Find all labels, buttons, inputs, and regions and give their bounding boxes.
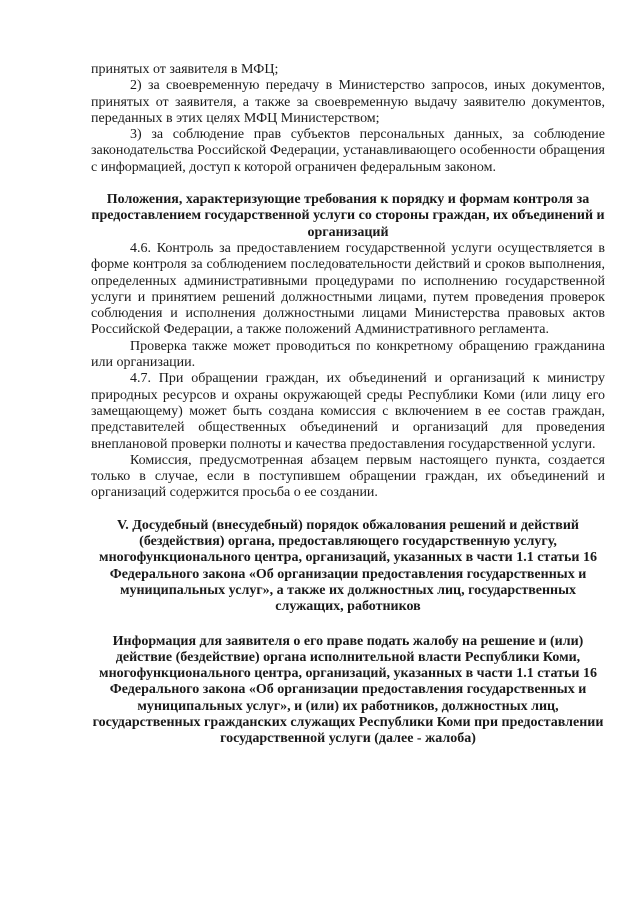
paragraph-check: Проверка также может проводиться по конкретному обращению гражданина или организации. bbox=[91, 338, 605, 371]
section-heading-complaint-info: Информация для заявителя о его праве подать жалобу на решение и (или) действие (бездействие) органа исполнительной власти Республики Коми, многофункционального центра, организаций, указанных в части 1.1 статьи 16 Федерального закона «Об организации предоставления государственных и муниципальных услуг», и (или) их работников, должностных лиц, государственных гражданских служащих Республики Коми при предоставлении государственной услуги (далее - жалоба) bbox=[92, 633, 604, 747]
section-heading-control: Положения, характеризующие требования к порядку и формам контроля за предоставлением государственной услуги со стороны граждан, их объединений и организаций bbox=[91, 192, 605, 240]
document-page bbox=[91, 62, 605, 748]
section-heading-v: V. Досудебный (внесудебный) порядок обжалования решений и действий (бездействия) органа, предоставляющего государственную услугу, многофункционального центра, организаций, указанных в части 1.1 статьи 16 Федерального закона «Об организации предоставления государственных и муниципальных услуг», а также их должностных лиц, государственных служащих, работников bbox=[99, 517, 597, 615]
spacer bbox=[91, 176, 605, 192]
continuation-line: принятых от заявителя в МФЦ; bbox=[91, 62, 279, 77]
spacer bbox=[91, 502, 605, 518]
paragraph-commission: Комиссия, предусмотренная абзацем первым настоящего пункта, создается только в случае, если в поступившем обращении граждан, их объединений и организаций содержится просьба о ее создании. bbox=[91, 452, 605, 501]
paragraph-4-6: 4.6. Контроль за предоставлением государственной услуги осуществляется в форме контроля за соблюдением последовательности действий и сроков выполнения, определенных административными процедурами по исполнению государственной услуги и принятием решений должностными лицами, путем проведения проверок соблюдения и исполнения должностными лицами Министерства правовых актов Российской Федерации, а также положений Административного регламента. bbox=[91, 240, 605, 338]
list-item-3: 3) за соблюдение прав субъектов персональных данных, за соблюдение законодательства Российской Федерации, устанавливающего особенности обращения с информацией, доступ к которой ограничен федеральным законом. bbox=[91, 127, 605, 175]
list-item-2: 2) за своевременную передачу в Министерство запросов, иных документов, принятых от заявителя, а также за своевременную выдачу заявителю документов, переданных в этих целях МФЦ Министерством; bbox=[91, 78, 605, 126]
spacer bbox=[91, 616, 605, 634]
paragraph-4-7: 4.7. При обращении граждан, их объединений и организаций к министру природных ресурсов и охраны окружающей среды Республики Коми (или лицу его замещающему) может быть создана комиссия с включением в ее состав граждан, представителей общественных объединений и организаций для проведения внеплановой проверки полноты и качества предоставления государственной услуги. bbox=[91, 371, 605, 452]
